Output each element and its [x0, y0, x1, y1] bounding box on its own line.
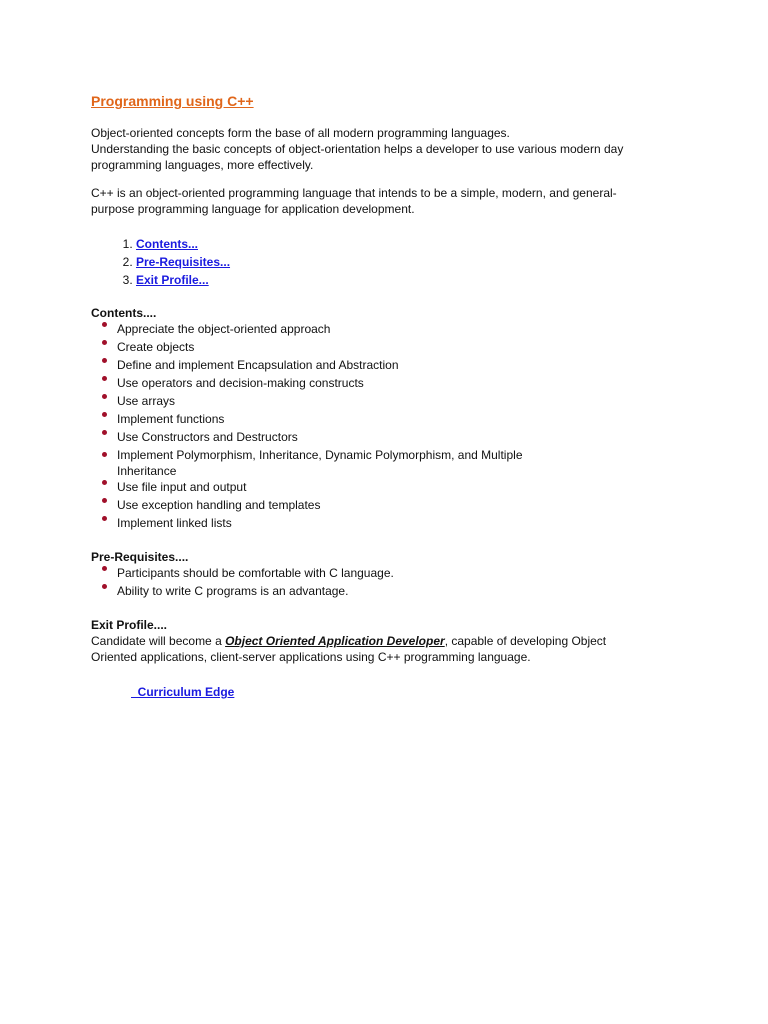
bullet-icon: [102, 412, 107, 417]
list-item-text: Use operators and decision-making constructs: [117, 376, 364, 390]
exit-profile-link[interactable]: Exit Profile...: [136, 273, 209, 287]
job-role: Object Oriented Application Developer: [225, 634, 445, 648]
cpp-description: C++ is an object-oriented programming language that intends to be a simple, modern, and general-purpose programming language for application development.: [91, 186, 617, 216]
exit-profile-heading: Exit Profile....: [91, 618, 168, 632]
list-item-text: Implement functions: [117, 412, 225, 426]
bullet-icon: [102, 340, 107, 345]
prerequisites-heading: Pre-Requisites....: [91, 550, 189, 564]
list-item-text: Create objects: [117, 340, 195, 354]
list-item: [91, 515, 557, 533]
list-item: [91, 583, 557, 601]
intro-line-2: Understanding the basic concepts of object-orientation helps a developer to use various modern day programming languages, more effectively.: [91, 142, 624, 172]
list-item-text: Use file input and output: [117, 480, 247, 494]
list-item: [91, 375, 557, 393]
list-item-text: Use exception handling and templates: [117, 498, 321, 512]
list-item: [91, 447, 557, 479]
bullet-icon: [102, 430, 107, 435]
list-item: [91, 429, 557, 447]
prerequisites-link[interactable]: Pre-Requisites...: [136, 255, 231, 269]
prerequisites-list: [91, 565, 651, 601]
list-item: [91, 393, 557, 411]
bullet-icon: [102, 376, 107, 381]
list-item-text: Use Constructors and Destructors: [117, 430, 298, 444]
exit-text-after: , capable of developing Object Oriented applications, client-server applications using C++ programming language.: [91, 634, 607, 664]
list-item-text: Implement linked lists: [117, 516, 232, 530]
list-item: [91, 497, 557, 515]
intro-line-1: Object-oriented concepts form the base of all modern programming languages.: [91, 126, 510, 140]
bullet-icon: [102, 566, 107, 571]
toc-item-contents: [136, 235, 651, 253]
toc-item-prerequisites: [136, 253, 651, 271]
list-item: [91, 339, 557, 357]
bullet-icon: [102, 498, 107, 503]
bullet-icon: [102, 452, 107, 457]
exit-text-before: Candidate will become a: [91, 634, 226, 648]
list-item-text: Define and implement Encapsulation and Abstraction: [117, 358, 399, 372]
list-item-text: Ability to write C programs is an advantage.: [117, 584, 349, 598]
list-item-text: Appreciate the object-oriented approach: [117, 322, 331, 336]
list-item-text: Implement Polymorphism, Inheritance, Dynamic Polymorphism, and Multiple Inheritance: [117, 448, 523, 478]
curriculum-edge-link[interactable]: Curriculum Edge: [131, 685, 235, 699]
bullet-icon: [102, 322, 107, 327]
list-item-text: Use arrays: [117, 394, 176, 408]
toc-item-exit-profile: [136, 271, 651, 289]
document-page: [91, 92, 651, 699]
bullet-icon: [102, 358, 107, 363]
list-item: [91, 321, 557, 339]
contents-heading: Contents....: [91, 306, 157, 320]
bullet-icon: [102, 480, 107, 485]
page-title: Programming using C++: [91, 93, 254, 109]
contents-list: [91, 321, 651, 533]
list-item: [91, 565, 557, 583]
bullet-icon: [102, 516, 107, 521]
bullet-icon: [102, 584, 107, 589]
table-of-contents: [91, 235, 651, 289]
contents-link[interactable]: Contents...: [136, 237, 198, 251]
exit-profile-text: [91, 633, 651, 665]
list-item-text: Participants should be comfortable with C language.: [117, 566, 394, 580]
list-item: [91, 479, 557, 497]
list-item: [91, 411, 557, 429]
list-item: [91, 357, 557, 375]
bullet-icon: [102, 394, 107, 399]
